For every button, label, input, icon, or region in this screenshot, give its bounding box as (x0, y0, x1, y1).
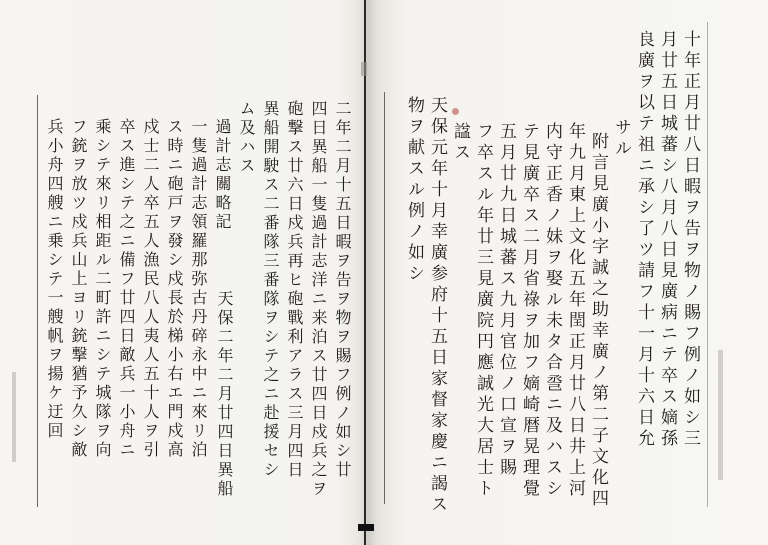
text-column: 一隻過計志領羅那弥古丹碎永中ニ來リ泊 (189, 118, 208, 460)
text-column: 卒ス進シテ之ニ備フ廿四日敵兵一小舟ニ (117, 118, 136, 460)
text-column: フ銃ヲ放ツ戍兵山上ヨリ銃撃猶予久シ敵 (69, 118, 88, 460)
text-column: 二年二月十五日暇ヲ告ヲ物ヲ賜フ例ノ如シ廿 (333, 100, 352, 480)
note-column: 諡ス (450, 122, 470, 164)
note-column: 内守正香ノ妹ヲ娶ル未タ合巹ニ及ハスシ (542, 122, 562, 500)
right-page-border (384, 92, 385, 504)
text-column: 乘シテ來リ相距ル二町許ニシテ城隊ヲ向 (93, 118, 112, 460)
left-page (0, 0, 362, 545)
right-page-outer-border (707, 22, 708, 507)
text-column: 月廿五日城蕃シ八月八日見廣病ニテ卒ス嫡孫 (657, 30, 677, 450)
text-column: 兵小舟四艘ニ乗シテ一艘帆ヲ揚ケ迂回 (45, 118, 64, 441)
red-seal-mark (452, 108, 459, 115)
text-column: 異船開駛ス二番隊三番隊ヲシテ之ニ赴援セシ (261, 100, 280, 480)
text-column: 四日異船一隻過計志洋ニ来泊ス廿四日戍兵之ヲ (309, 100, 328, 499)
left-page-border (37, 95, 38, 507)
text-column: 物ヲ献スル例ノ如シ (404, 96, 424, 285)
text-column: 十年正月廿八日暇ヲ告ヲ物ノ賜フ例ノ如シ三 (680, 30, 700, 450)
note-column: 五月廿九日城蕃ス九月官位ノ口宣ヲ賜 (496, 122, 516, 479)
book-spine (364, 0, 366, 545)
section-date-line: 天保二年二月廿四日異船 (215, 290, 234, 499)
text-column: 戍士二人卒五人漁民八人夷人五十人ヲ引 (141, 118, 160, 460)
text-column: 天保元年十月幸廣参府十五日家督家慶ニ謁ス (427, 96, 447, 516)
text-column: ス時ニ砲戸ヲ發シ戍長於梯小右エ門戍高 (165, 118, 184, 460)
text-column: サル (611, 118, 631, 160)
note-column: フ卒スル年廿三見廣院円應誠光大居士ト (473, 122, 493, 500)
note-column: テ見廣卒ス二月省祿ヲ加フ嫡崎暦晃理覺 (519, 122, 539, 500)
note-column: 年九月東上文化五年閏正月廿八日井上河 (565, 122, 585, 500)
text-column: ム及ハス (237, 100, 256, 176)
text-column: 砲撃ス廿六日戍兵再ヒ砲戰利アラス三月四日 (285, 100, 304, 480)
right-margin-note (718, 350, 723, 480)
text-column: 良廣ヲ以テ祖ニ承シ了ツ請フ十一月十六日允 (634, 30, 654, 450)
left-margin-note (12, 372, 16, 462)
note-column: 附言見廣小字誠之助幸廣ノ第二子文化四 (588, 132, 608, 510)
section-heading: 過計志關略記 (213, 118, 232, 232)
